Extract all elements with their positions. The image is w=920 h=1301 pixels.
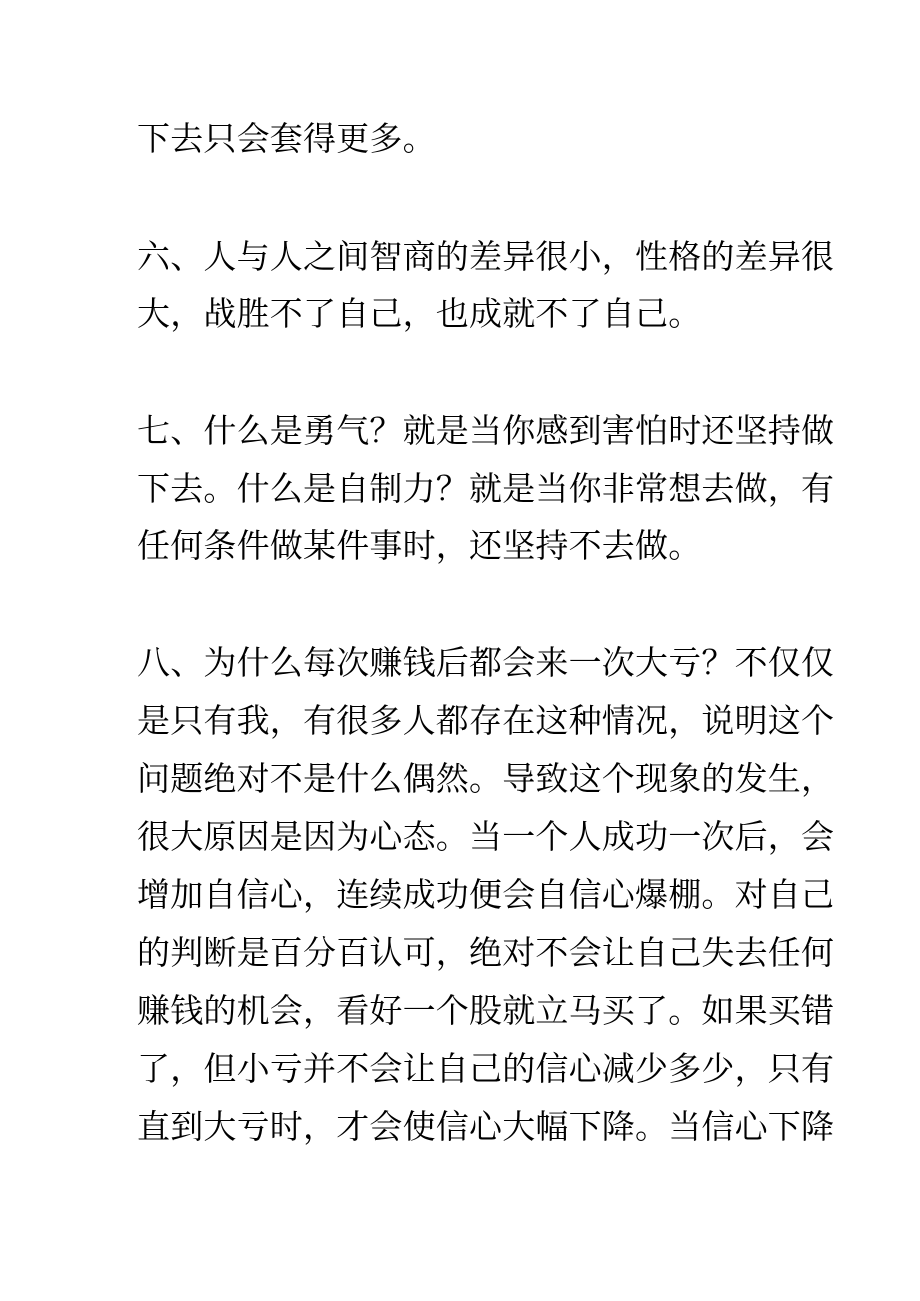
paragraph-8-line-8: 了，但小亏并不会让自己的信心减少多少，只有	[137, 1049, 835, 1088]
paragraph-8-line-3: 问题绝对不是什么偶然。导致这个现象的发生，	[137, 759, 835, 798]
paragraph-7-line-2: 下去。什么是自制力？就是当你非常想去做，有	[137, 469, 835, 508]
paragraph-7-line-1: 七、什么是勇气？就是当你感到害怕时还坚持做	[137, 411, 835, 450]
paragraph-8-line-1: 八、为什么每次赚钱后都会来一次大亏？不仅仅	[137, 643, 835, 682]
paragraph-8-line-5: 增加自信心，连续成功便会自信心爆棚。对自己	[137, 875, 835, 914]
paragraph-8-line-4: 很大原因是因为心态。当一个人成功一次后，会	[137, 817, 835, 856]
paragraph-6-line-1: 六、人与人之间智商的差异很小，性格的差异很	[137, 237, 835, 276]
paragraph-8-line-6: 的判断是百分百认可，绝对不会让自己失去任何	[137, 933, 835, 972]
paragraph-8-line-7: 赚钱的机会，看好一个股就立马买了。如果买错	[137, 991, 835, 1030]
paragraph-7-line-3: 任何条件做某件事时，还坚持不去做。	[137, 526, 702, 565]
paragraph-8-line-2: 是只有我，有很多人都存在这种情况，说明这个	[137, 701, 835, 740]
paragraph-5-line-1: 下去只会套得更多。	[137, 119, 436, 158]
paragraph-8-line-9: 直到大亏时，才会使信心大幅下降。当信心下降	[137, 1107, 835, 1146]
paragraph-6-line-2: 大，战胜不了自己，也成就不了自己。	[137, 294, 702, 333]
